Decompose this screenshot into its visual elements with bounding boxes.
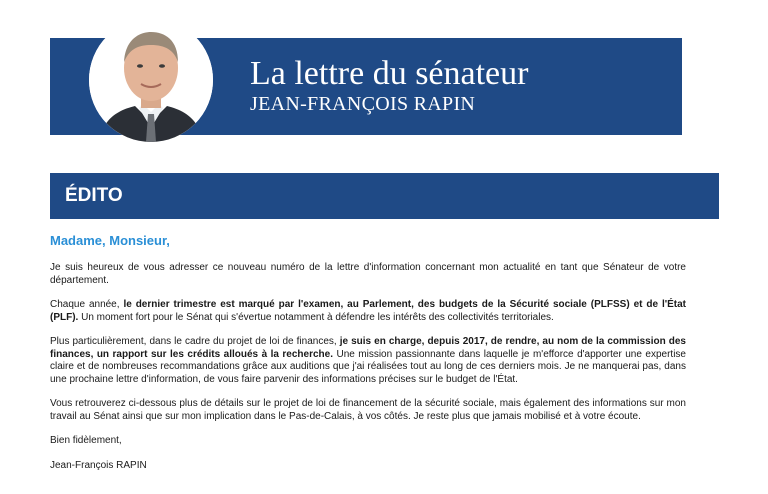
newsletter-title: La lettre du sénateur — [250, 55, 529, 92]
greeting: Madame, Monsieur, — [50, 233, 170, 248]
section-title: ÉDITO — [65, 185, 123, 206]
paragraph-budget: Chaque année, le dernier trimestre est marqué par l'examen, au Parlement, des budgets de la Sécurité sociale (PLFSS) et de l'État (PLF). Un moment fort pour le Sénat qui s'évertue notamment à défendre les intérêts des collectivités territoriales. — [50, 299, 686, 323]
senator-avatar — [89, 18, 213, 142]
section-header — [50, 173, 719, 219]
signature: Jean-François RAPIN — [50, 459, 147, 471]
senator-portrait-icon — [89, 18, 213, 142]
paragraph-intro: Je suis heureux de vous adresser ce nouveau numéro de la lettre d'information concernant mon actualité en tant que Sénateur de votre département. — [50, 262, 686, 286]
paragraph-details: Vous retrouverez ci-dessous plus de détails sur le projet de loi de financement de la sécurité sociale, mais également des informations sur mon travail au Sénat ainsi que sur mon implication dans le Pas-de-Calais, à vos côtés. Je reste plus que jamais mobilisé et à votre écoute. — [50, 398, 686, 422]
paragraph-research: Plus particulièrement, dans le cadre du projet de loi de finances, je suis en charge, depuis 2017, de rendre, au nom de la commission des finances, un rapport sur les crédits alloués à la recherche. Une mission passionnante dans laquelle je m'efforce d'apporter une expertise claire et de nombreuses recommandations grâce aux auditions que j'ai réalisées tout au long de ces derniers mois. Je ne manquerai pas, dans une prochaine lettre d'information, de vous faire parvenir des informations précises sur le budget de l'État. — [50, 336, 686, 385]
edito-body — [50, 262, 686, 484]
closing: Bien fidèlement, — [50, 435, 122, 446]
senator-name: JEAN-FRANÇOIS RAPIN — [250, 93, 476, 115]
